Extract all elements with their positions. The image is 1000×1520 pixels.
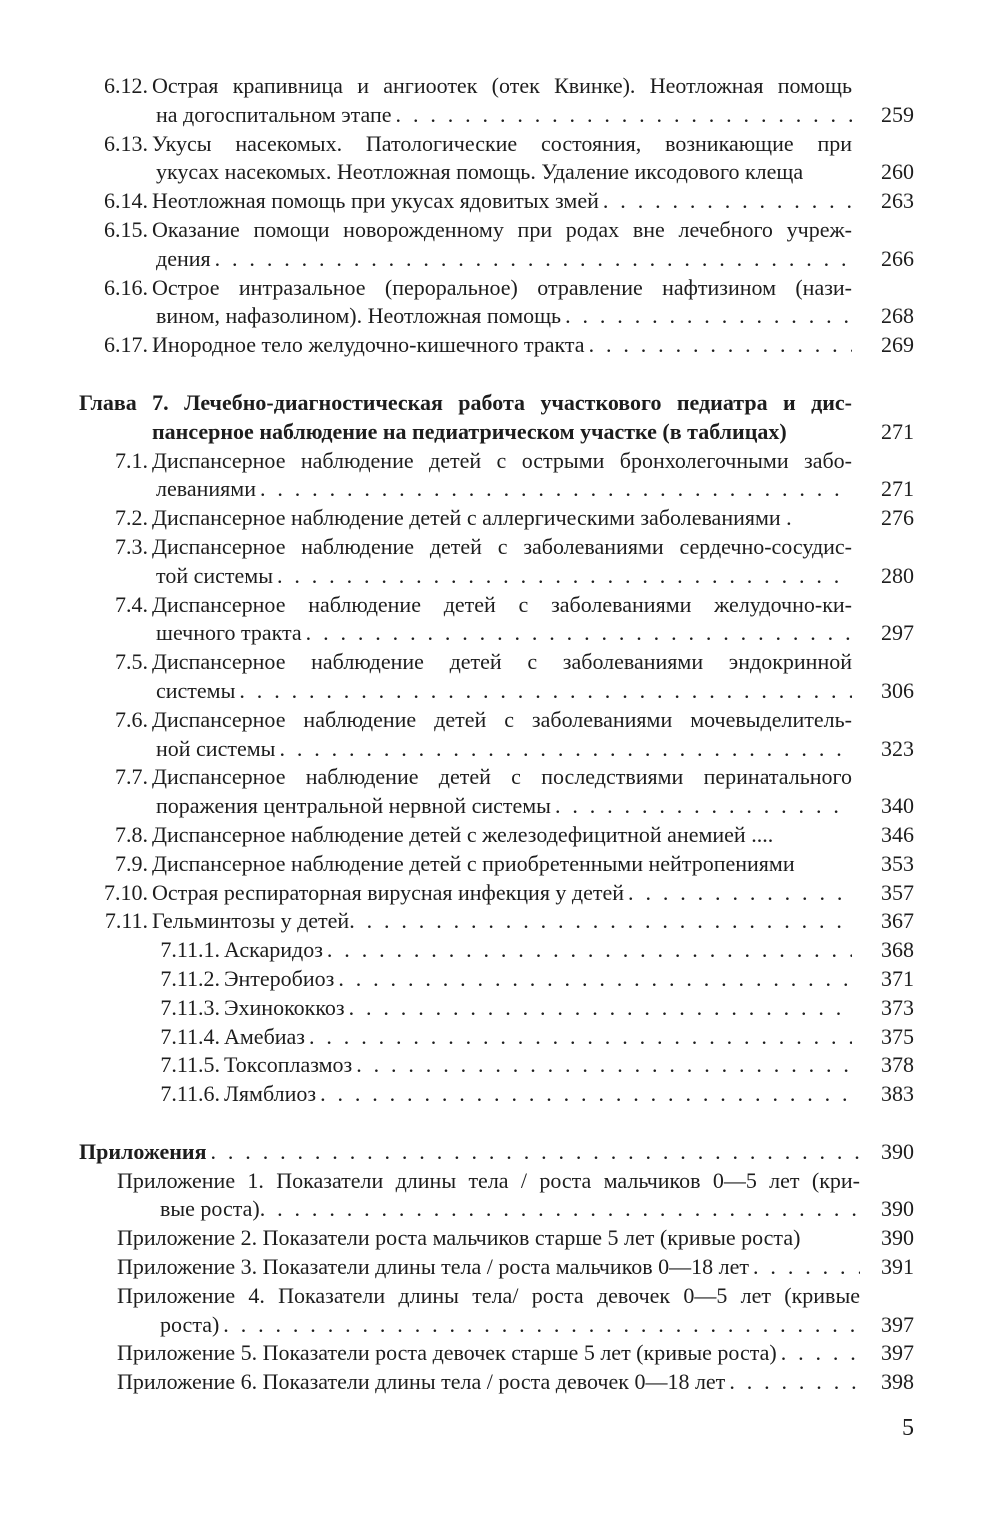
toc-entry-7-2[interactable] <box>0 504 1000 533</box>
entry-page: 276 <box>881 505 914 531</box>
entry-title: Аскаридоз <box>224 937 323 963</box>
entry-number: 7.11.1. <box>160 937 220 963</box>
dot-leader <box>305 1023 852 1052</box>
entry-title-line: Диспансерное наблюдение детей с аллергическими заболеваниями . <box>152 505 792 531</box>
toc-entry-6-13[interactable] <box>0 130 1000 188</box>
appendix-page: 390 <box>881 1138 914 1164</box>
dot-leader <box>777 1339 860 1368</box>
toc-entry-7-11[interactable] <box>0 907 1000 936</box>
entry-title: Энтеробиоз <box>224 965 335 991</box>
chapter-title-line: пансерное наблюдение на педиатрическом участке (в таблицах) <box>152 418 787 444</box>
entry-number: 6.13. <box>104 130 148 156</box>
entry-title: Амебиаз <box>224 1023 305 1049</box>
entry-title-line: Диспансерное наблюдение детей с заболеваниями сердечно-сосудис- <box>152 533 852 559</box>
entry-page: 378 <box>881 1052 914 1078</box>
appendix-title: Приложения <box>79 1138 207 1164</box>
toc-appendix-4[interactable] <box>0 1282 1000 1340</box>
toc-entry-7-10[interactable] <box>0 879 1000 908</box>
entry-page: 375 <box>881 1023 914 1049</box>
dot-leader <box>211 245 852 274</box>
table-of-contents <box>0 72 1000 1397</box>
toc-entry-7-11-5[interactable] <box>0 1051 1000 1080</box>
dot-leader <box>275 735 852 764</box>
entry-page: 371 <box>881 965 914 991</box>
entry-number: 7.9. <box>115 850 148 876</box>
entry-number: 7.3. <box>115 533 148 559</box>
dot-leader <box>599 187 852 216</box>
entry-title-line: Гельминтозы у детей <box>152 908 350 934</box>
entry-page: 357 <box>881 879 914 905</box>
toc-entry-6-14[interactable] <box>0 187 1000 216</box>
entry-title: Лямблиоз <box>224 1081 317 1107</box>
entry-title-line: Приложение 4. Показатели длины тела/ роста девочек 0—5 лет (кривые <box>117 1282 860 1308</box>
toc-entry-7-3[interactable] <box>0 533 1000 591</box>
entry-page: 398 <box>881 1369 914 1395</box>
chapter-page: 271 <box>881 418 914 444</box>
dot-leader <box>256 475 852 504</box>
entry-title-line: той системы <box>156 562 273 588</box>
entry-title-line: шечного тракта <box>156 620 302 646</box>
entry-number: 7.11.4. <box>160 1023 220 1049</box>
entry-title-line: леваниями <box>156 476 256 502</box>
entry-page: 271 <box>881 476 914 502</box>
entry-number: 6.12. <box>104 73 148 98</box>
entry-page: 269 <box>881 332 914 358</box>
entry-title-line: Приложение 2. Показатели роста мальчиков старше 5 лет (кривые роста) <box>117 1225 801 1251</box>
entry-title-line: Оказание помощи новорожденному при родах вне лечебного учреж- <box>152 216 852 242</box>
dot-leader <box>260 1195 860 1224</box>
dot-leader <box>345 994 852 1023</box>
entry-page: 297 <box>881 620 914 646</box>
toc-appendix-6[interactable] <box>0 1368 1000 1397</box>
toc-appendix-3[interactable] <box>0 1253 1000 1282</box>
entry-title-line: вые роста) <box>160 1196 260 1222</box>
entry-number: 7.11.3. <box>160 994 220 1020</box>
toc-entry-7-4[interactable] <box>0 591 1000 649</box>
entry-page: 266 <box>881 245 914 271</box>
entry-title: Эхинококкоз <box>224 994 345 1020</box>
dot-leader <box>624 879 852 908</box>
entry-title-line: Острая крапивница и ангиоотек (отек Квинке). Неотложная помощь <box>152 73 852 98</box>
toc-appendix-1[interactable] <box>0 1167 1000 1225</box>
entry-title-line: Диспансерное наблюдение детей с заболеваниями желудочно-ки- <box>152 591 852 617</box>
toc-entry-7-8[interactable] <box>0 821 1000 850</box>
entry-title-line: Острая респираторная вирусная инфекция у детей <box>152 879 625 905</box>
entry-number: 7.5. <box>115 649 148 675</box>
entry-number: 7.10. <box>104 879 148 905</box>
toc-appendix-5[interactable] <box>0 1339 1000 1368</box>
entry-page: 390 <box>881 1225 914 1251</box>
entry-page: 368 <box>881 937 914 963</box>
toc-entry-6-16[interactable] <box>0 274 1000 332</box>
entry-page: 306 <box>881 677 914 703</box>
entry-number: 6.14. <box>104 188 148 214</box>
entry-title-line: Укусы насекомых. Патологические состояния, возникающие при <box>152 130 852 156</box>
toc-chapter-7[interactable] <box>0 389 1000 447</box>
entry-title-line: дения <box>156 245 211 271</box>
entry-title-line: Неотложная помощь при укусах ядовитых змей <box>152 188 599 214</box>
toc-appendix-2[interactable] <box>0 1224 1000 1253</box>
toc-entry-7-11-3[interactable] <box>0 994 1000 1023</box>
entry-page: 353 <box>881 850 914 876</box>
dot-leader <box>207 1138 860 1167</box>
entry-title-line: Инородное тело желудочно-кишечного тракта <box>152 332 585 358</box>
entry-page: 263 <box>881 188 914 214</box>
entry-title-line: Острое интразальное (пероральное) отравление нафтизином (нази- <box>152 274 852 300</box>
toc-entry-6-15[interactable] <box>0 216 1000 274</box>
entry-number: 6.15. <box>104 216 148 242</box>
dot-leader <box>316 1080 852 1109</box>
entry-page: 340 <box>881 793 914 819</box>
dot-leader <box>352 1051 852 1080</box>
dot-leader <box>219 1311 860 1340</box>
entry-title-line: Приложение 3. Показатели длины тела / роста мальчиков 0—18 лет <box>117 1254 750 1280</box>
entry-title-line: вином, нафазолином). Неотложная помощь <box>156 303 562 329</box>
dot-leader <box>235 677 852 706</box>
toc-entry-7-1[interactable] <box>0 447 1000 505</box>
entry-title-line: роста) <box>160 1311 220 1337</box>
entry-number: 7.11.5. <box>160 1052 220 1078</box>
dot-leader <box>302 619 852 648</box>
toc-entry-7-11-1[interactable] <box>0 936 1000 965</box>
entry-page: 383 <box>881 1081 914 1107</box>
entry-number: 7.6. <box>115 706 148 732</box>
entry-page: 260 <box>881 159 914 185</box>
entry-page: 390 <box>881 1196 914 1222</box>
entry-title-line: Диспансерное наблюдение детей с последствиями перинатального <box>152 764 852 790</box>
dot-leader <box>551 792 852 821</box>
page-number: 5 <box>902 1415 914 1441</box>
entry-page: 268 <box>881 303 914 329</box>
entry-page: 391 <box>881 1254 914 1280</box>
entry-page: 397 <box>881 1311 914 1337</box>
entry-title-line: системы <box>156 677 236 703</box>
entry-title-line: Диспансерное наблюдение детей с железодефицитной анемией .... <box>152 821 774 847</box>
entry-number: 7.11.6. <box>160 1081 220 1107</box>
entry-page: 346 <box>881 821 914 847</box>
dot-leader <box>561 302 852 331</box>
entry-page: 323 <box>881 735 914 761</box>
dot-leader <box>725 1368 860 1397</box>
toc-appendix[interactable] <box>0 1138 1000 1167</box>
entry-number: 6.16. <box>104 274 148 300</box>
toc-entry-7-11-2[interactable] <box>0 965 1000 994</box>
toc-entry-6-17[interactable] <box>0 331 1000 360</box>
toc-entry-7-11-4[interactable] <box>0 1023 1000 1052</box>
entry-title-line: Диспансерное наблюдение детей с острыми бронхолегочными забо- <box>152 447 852 473</box>
entry-page: 367 <box>881 908 914 934</box>
entry-page: 397 <box>881 1340 914 1366</box>
entry-number: 7.2. <box>115 505 148 531</box>
dot-leader <box>349 907 852 936</box>
toc-entry-6-12[interactable] <box>0 72 1000 130</box>
dot-leader <box>323 936 852 965</box>
entry-title-line: Диспансерное наблюдение детей с заболеваниями мочевыделитель- <box>152 706 852 732</box>
entry-page: 280 <box>881 562 914 588</box>
entry-number: 6.17. <box>104 332 148 358</box>
toc-entry-7-6[interactable] <box>0 706 1000 764</box>
entry-title-line: укусах насекомых. Неотложная помощь. Удаление иксодового клеща <box>156 159 804 185</box>
entry-number: 7.1. <box>115 447 148 473</box>
entry-number: 7.4. <box>115 591 148 617</box>
entry-title-line: поражения центральной нервной системы <box>156 793 551 819</box>
entry-number: 7.8. <box>115 821 148 847</box>
dot-leader <box>749 1253 860 1282</box>
entry-page: 373 <box>881 994 914 1020</box>
entry-title: Токсоплазмоз <box>224 1052 353 1078</box>
entry-title-line: Диспансерное наблюдение детей с приобретенными нейтропениями <box>152 850 795 876</box>
dot-leader <box>392 101 852 130</box>
entry-page: 259 <box>881 101 914 127</box>
entry-number: 7.7. <box>115 764 148 790</box>
toc-entry-7-5[interactable] <box>0 648 1000 706</box>
dot-leader <box>585 331 852 360</box>
dot-leader <box>334 965 852 994</box>
toc-entry-7-11-6[interactable] <box>0 1080 1000 1109</box>
toc-entry-7-7[interactable] <box>0 763 1000 821</box>
entry-title-line: Приложение 6. Показатели длины тела / роста девочек 0—18 лет <box>117 1369 726 1395</box>
dot-leader <box>273 562 852 591</box>
entry-title-line: Приложение 5. Показатели роста девочек старше 5 лет (кривые роста) <box>117 1340 777 1366</box>
chapter-title-line: Глава 7. Лечебно-диагностическая работа участкового педиатра и дис- <box>79 389 852 415</box>
toc-entry-7-9[interactable] <box>0 850 1000 879</box>
entry-title-line: Диспансерное наблюдение детей с заболеваниями эндокринной <box>152 649 852 675</box>
entry-title-line: на догоспитальном этапе <box>156 101 392 127</box>
entry-number: 7.11. <box>104 908 148 934</box>
entry-title-line: ной системы <box>156 735 276 761</box>
entry-number: 7.11.2. <box>160 965 220 991</box>
entry-title-line: Приложение 1. Показатели длины тела / роста мальчиков 0—5 лет (кри- <box>117 1167 860 1193</box>
